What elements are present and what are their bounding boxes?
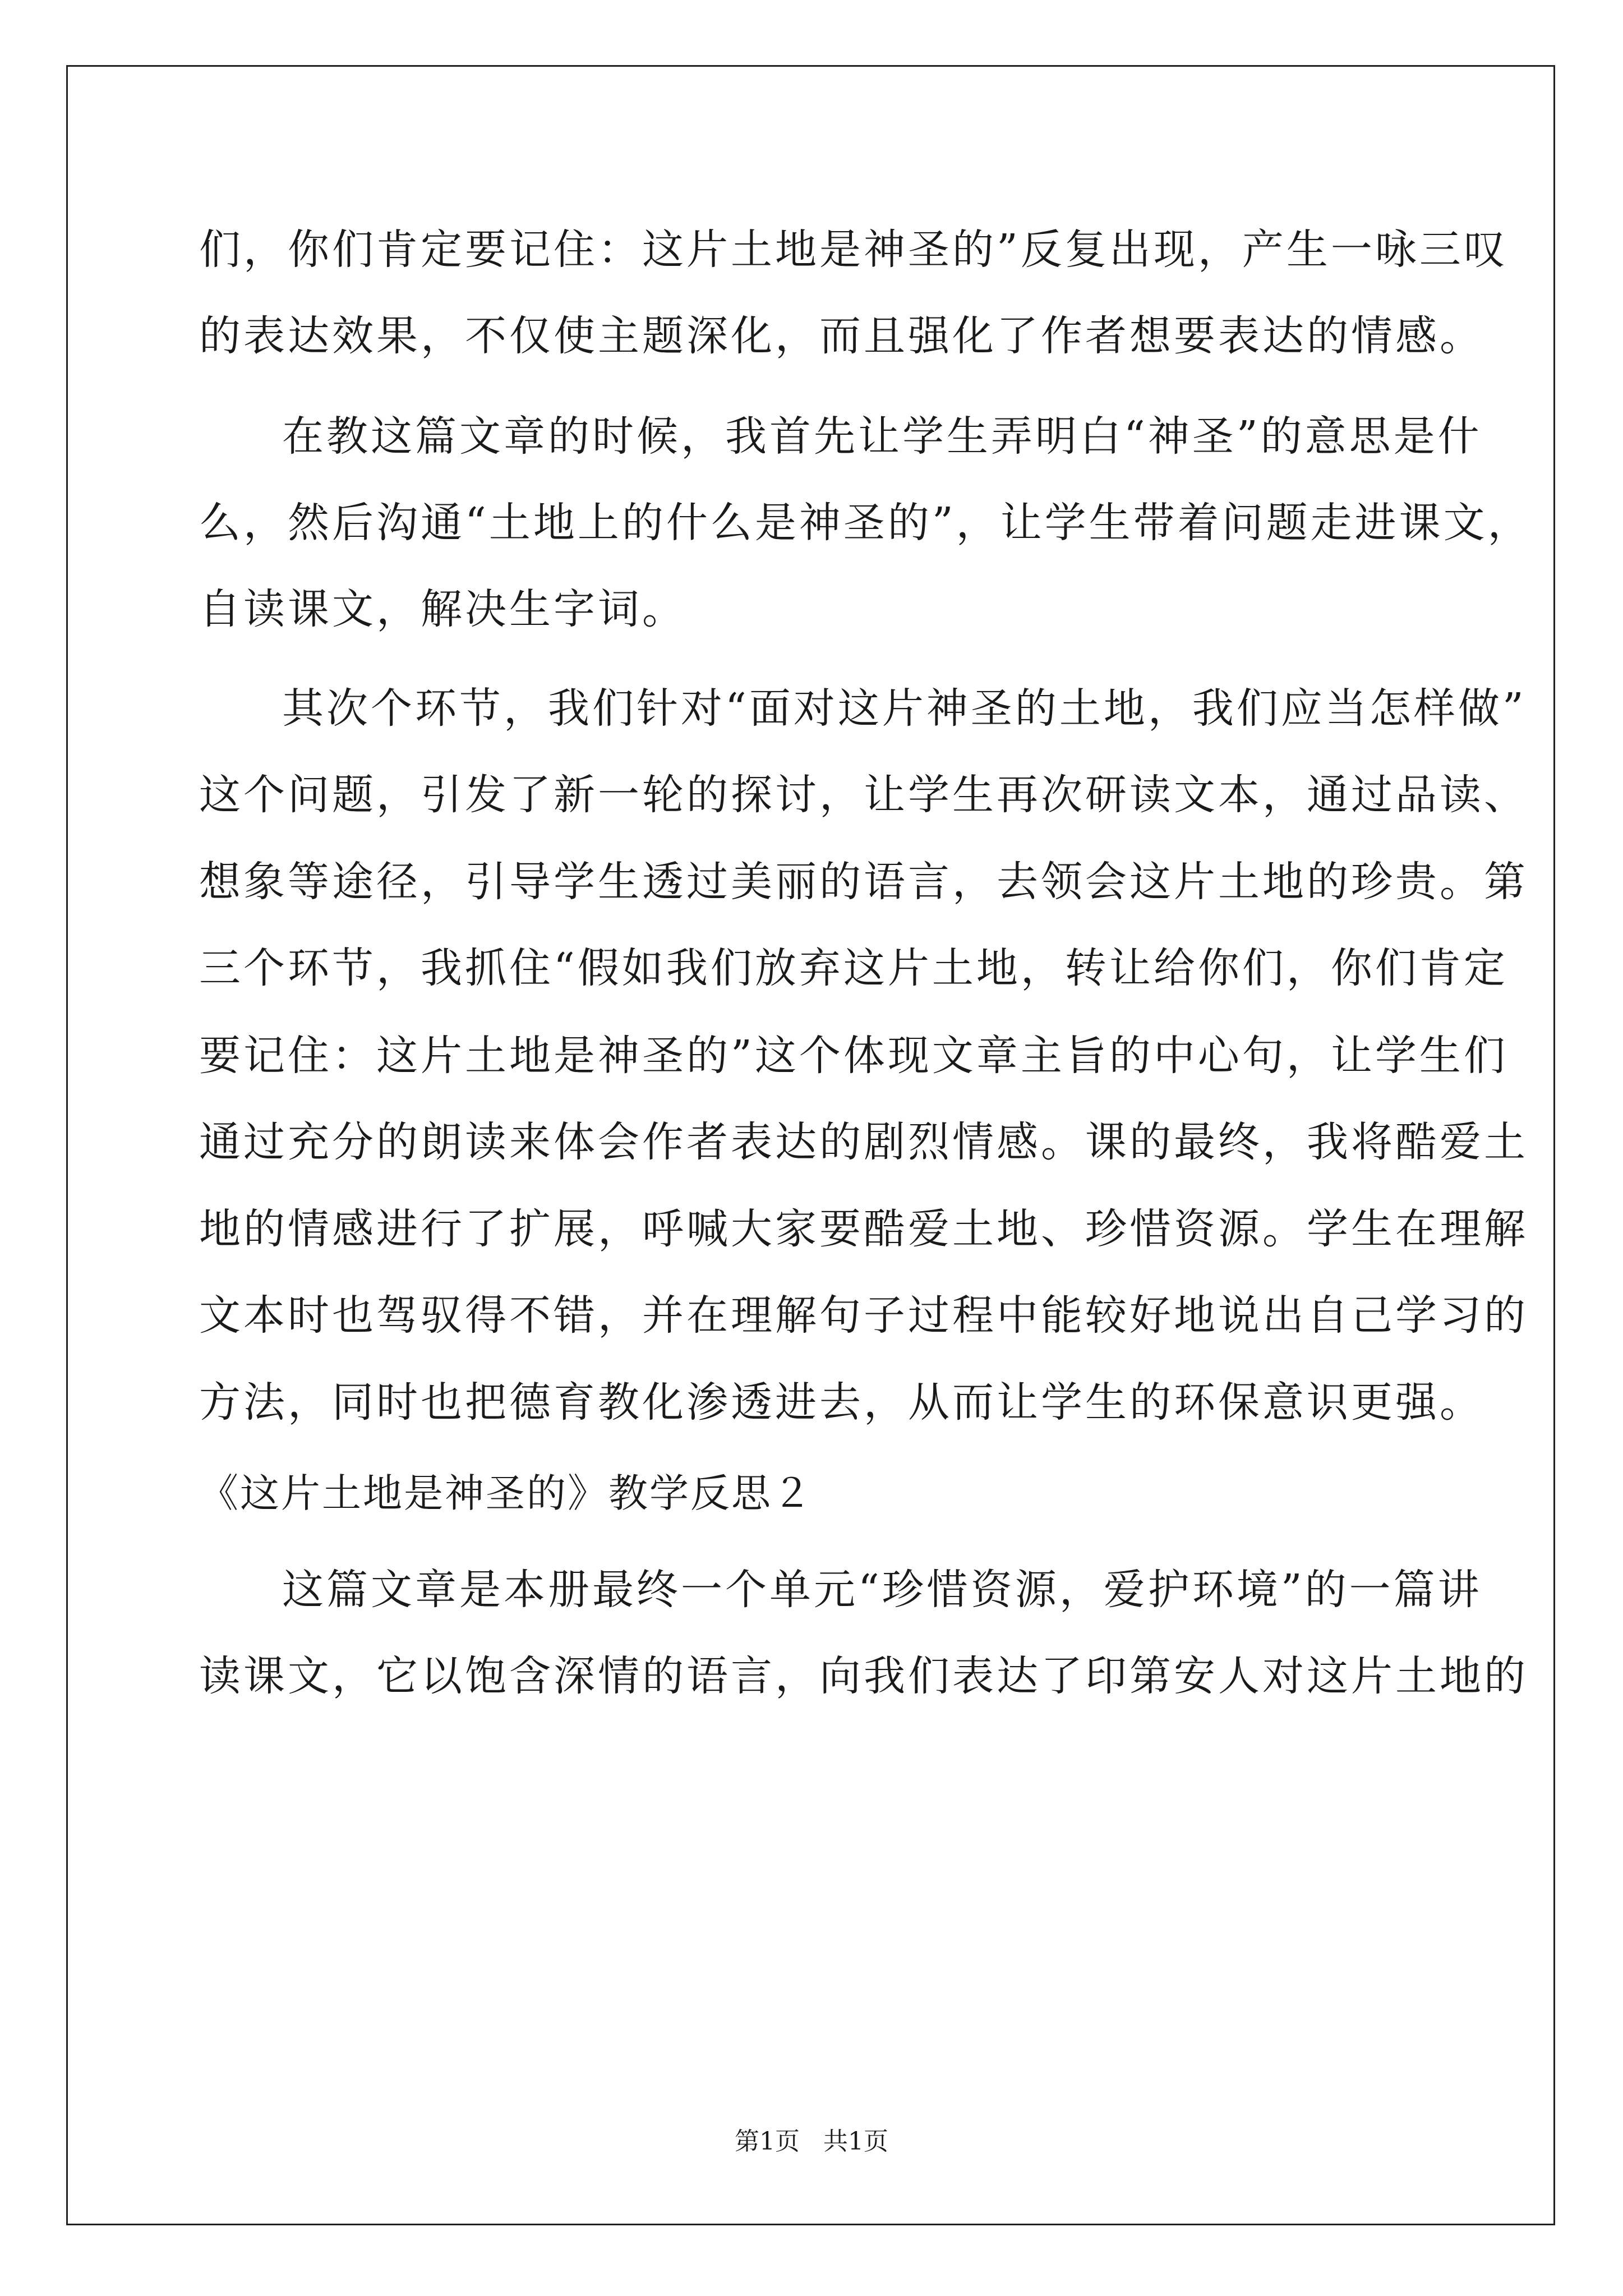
page-number: 第1页 — [735, 2127, 800, 2156]
page-total: 共1页 — [823, 2127, 888, 2156]
page-footer — [0, 2125, 1623, 2159]
paragraph-start: 其次个环节，我们针对“面对这片神圣的土地，我们应当怎样做” — [282, 684, 1527, 733]
text-line: 文本时也驾驭得不错，并在理解句子过程中能较好地说出自己学习的 — [199, 1291, 1528, 1340]
text-line: 们，你们肯定要记住：这片土地是神圣的”反复出现，产生一咏三叹 — [199, 226, 1508, 274]
text-line: 这个问题，引发了新一轮的探讨，让学生再次研读文本，通过品读、 — [199, 771, 1528, 819]
paragraph-start: 在教这篇文章的时候，我首先让学生弄明白“神圣”的意思是什 — [282, 412, 1482, 461]
text-line: 方法，同时也把德育教化渗透进去，从而让学生的环保意识更强。 — [199, 1378, 1484, 1427]
paragraph-start: 这篇文章是本册最终一个单元“珍惜资源，爱护环境”的一篇讲 — [282, 1566, 1482, 1614]
section-heading: 《这片土地是神圣的》教学反思２ — [199, 1470, 813, 1516]
text-line: 自读课文，解决生字词。 — [199, 585, 686, 633]
text-line: 想象等途径，引导学生透过美丽的语言，去领会这片土地的珍贵。第 — [199, 858, 1528, 906]
text-line: 么，然后沟通“土地上的什么是神圣的”，让学生带着问题走进课文， — [199, 499, 1532, 547]
text-line: 三个环节，我抓住“假如我们放弃这片土地，转让给你们，你们肯定 — [199, 944, 1508, 992]
text-line: 要记住：这片土地是神圣的”这个体现文章主旨的中心句，让学生们 — [199, 1032, 1508, 1080]
text-line: 读课文，它以饱含深情的语言，向我们表达了印第安人对这片土地的 — [199, 1652, 1528, 1700]
text-line: 的表达效果，不仅使主题深化，而且强化了作者想要表达的情感。 — [199, 312, 1484, 360]
text-line: 通过充分的朗读来体会作者表达的剧烈情感。课的最终，我将酷爱土 — [199, 1118, 1528, 1166]
text-line: 地的情感进行了扩展，呼喊大家要酷爱土地、珍惜资源。学生在理解 — [199, 1205, 1528, 1253]
